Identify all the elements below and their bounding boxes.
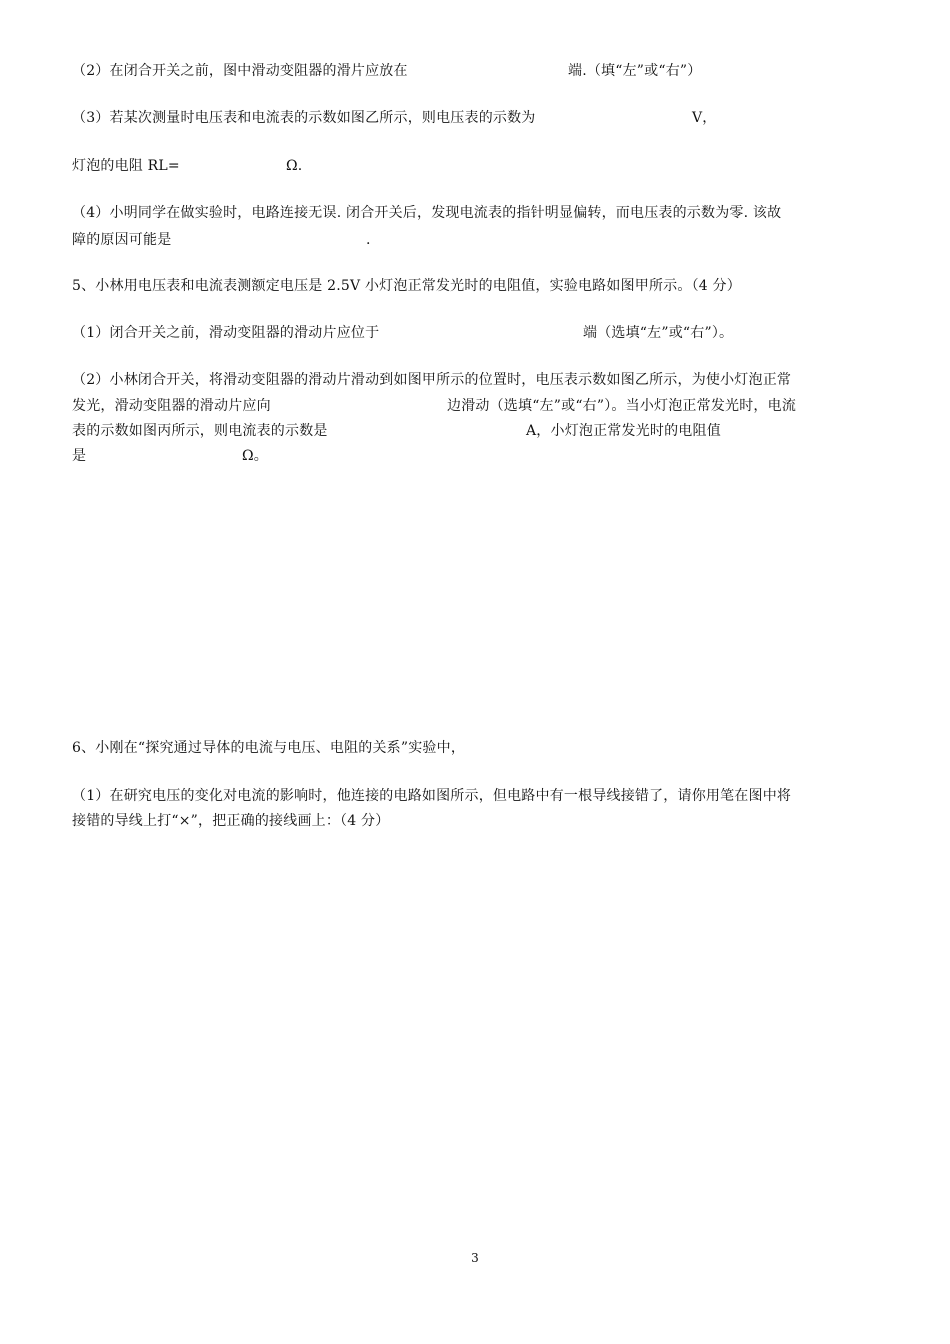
q5-part2-line3: 表的示数如图丙所示，则电流表的示数是	[72, 423, 328, 439]
q5-part2-text: （2）小林闭合开关，将滑动变阻器的滑动片滑动到如图甲所示的位置时，电压表示数如图乙所示，为使小灯泡正常	[72, 372, 792, 388]
q4-part3-unit-ohm: Ω.	[286, 158, 303, 174]
q5-part1-text: （1）闭合开关之前，滑动变阻器的滑动片应位于	[72, 325, 380, 341]
q4-part3-unit-v: V，	[692, 110, 717, 126]
q4-part2-tail: 端.（填“左”或“右”）	[568, 63, 702, 79]
q4-part4-text: （4）小明同学在做实验时，电路连接无误. 闭合开关后，发现电流表的指针明显偏转，而电压表的示数为零. 该故	[72, 205, 782, 221]
q5-part2-line2: 发光，滑动变阻器的滑动片应向	[72, 398, 271, 414]
q4-part2-text: （2）在闭合开关之前，图中滑动变阻器的滑片应放在	[72, 63, 408, 79]
q5-part2-line2-tail: 边滑动（选填“左”或“右”）。当小灯泡正常发光时，电流	[447, 398, 797, 414]
q5-part2-unit-ohm: Ω。	[242, 448, 269, 464]
q4-part4-text-line2: 障的原因可能是	[72, 232, 172, 248]
page-number: 3	[471, 1251, 479, 1265]
q5-stem: 5、小林用电压表和电流表测额定电压是 2.5V 小灯泡正常发光时的电阻值，实验电路如图甲所示。（4 分）	[72, 278, 741, 294]
q4-part3-resistance-label: 灯泡的电阻 RL=	[72, 158, 180, 174]
q6-part1-line2: 接错的导线上打“×”，把正确的接线画上：（4 分）	[72, 813, 390, 829]
q5-part2-line4: 是	[72, 448, 87, 464]
q6-part1-text: （1）在研究电压的变化对电流的影响时，他连接的电路如图所示，但电路中有一根导线接错了，请你用笔在图中将	[72, 788, 792, 804]
q6-stem: 6、小刚在“探究通过导体的电流与电压、电阻的关系”实验中，	[72, 740, 466, 756]
q5-part2-line3-tail: A，小灯泡正常发光时的电阻值	[526, 423, 721, 439]
q5-part1-tail: 端（选填“左”或“右”）。	[583, 325, 734, 341]
q4-part4-period: .	[366, 232, 371, 248]
q4-part3-text: （3）若某次测量时电压表和电流表的示数如图乙所示，则电压表的示数为	[72, 110, 536, 126]
